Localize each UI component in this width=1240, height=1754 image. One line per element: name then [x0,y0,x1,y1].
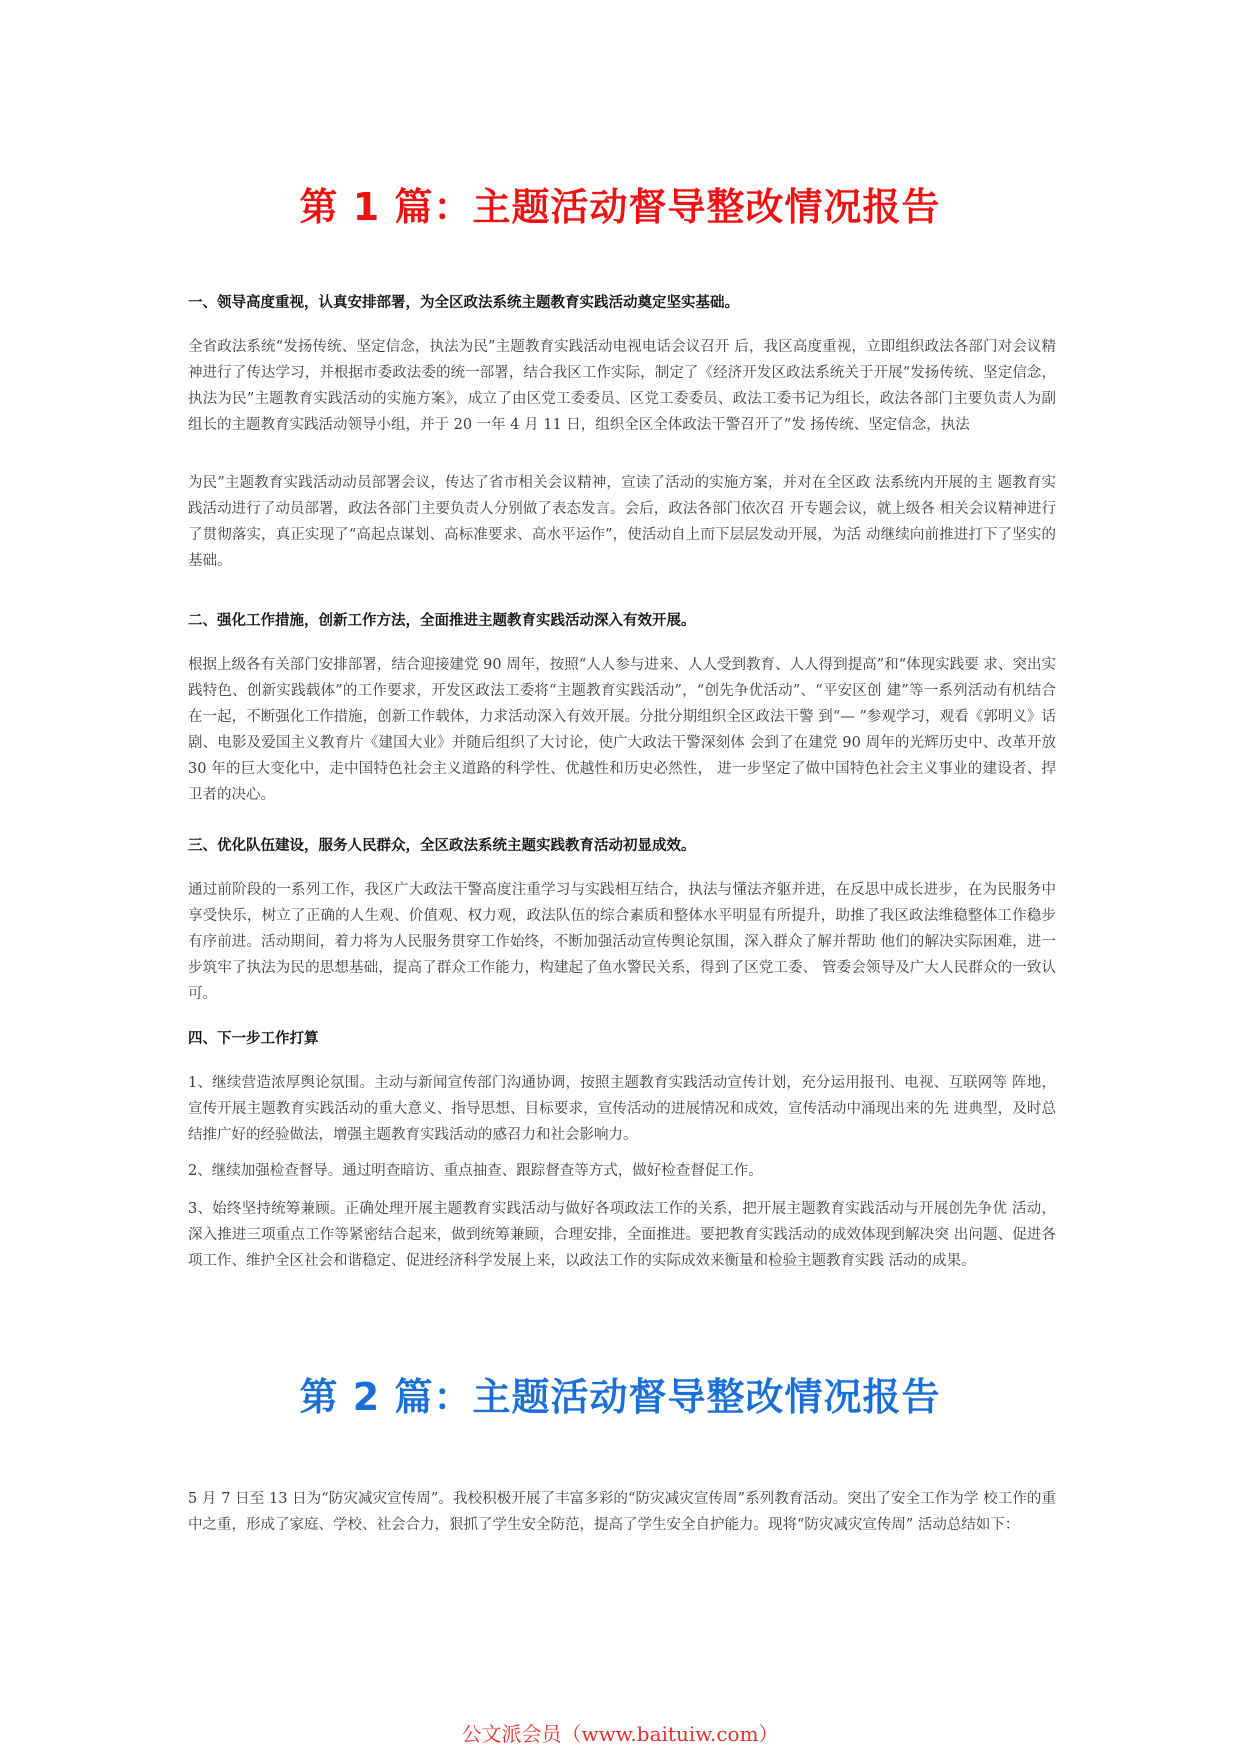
section-1 [188,292,1056,574]
plan-item-3: 3、始终坚持统筹兼顾。正确处理开展主题教育实践活动与做好各项政法工作的关系，把开展主题教育实践活动与开展创先争优 活动，深入推进三项重点工作等紧密结合起来，做到统筹兼顾，合理安排，全面推进。要把教育实践活动的成效体现到解决突 出问题、促进各项工作、维护全区社会和谐稳定、促进经济科学发展上来，以政法工作的实际成效来衡量和检验主题教育实践 活动的成果。 [188,1201,1056,1269]
footer-watermark: 公文派会员（www.baituiw.com） [461,1722,779,1746]
section-4 [188,1028,1056,1274]
section-1-heading: 一、领导高度重视，认真安排部署，为全区政法系统主题教育实践活动奠定坚实基础。 [188,295,739,311]
plan-item-1: 1、继续营造浓厚舆论氛围。主动与新闻宣传部门沟通协调，按照主题教育实践活动宣传计划，充分运用报刊、电视、互联网等 阵地，宣传开展主题教育实践活动的重大意义、指导思想、目标要求，宣传活动的进展情况和成效，宣传活动中涌现出来的先 进典型，及时总结推广好的经验做法，增强主题教育实践活动的感召力和社会影响力。 [188,1075,1056,1143]
section-1-paragraph-1: 全省政法系统“发扬传统、坚定信念，执法为民”主题教育实践活动电视电话会议召开 后，我区高度重视，立即组织政法各部门对会议精神进行了传达学习，并根据市委政法委的统一部署，结合我区工作实际，制定了《经济开发区政法系统关于开展“发扬传统、坚定信念，执法为民”主题教育实践活动的实施方案》，成立了由区党工委委员、区党工委委员、政法工委书记为组长，政法各部门主要负责人为副组长的主题教育实践活动领导小组，并于 20 一年 4 月 11 日，组织全区全体政法干警召开了“发 扬传统、坚定信念，执法 [188,339,1056,433]
section-3-heading: 三、优化队伍建设，服务人民群众，全区政法系统主题实践教育活动初显成效。 [188,838,696,854]
section-2 [188,610,1056,808]
section-4-heading: 四、下一步工作打算 [188,1031,319,1047]
section-2-paragraph: 根据上级各有关部门安排部署，结合迎接建党 90 周年，按照“人人参与进来、人人受到教育、人人得到提高”和“体现实践要 求、突出实践特色、创新实践载体”的工作要求，开发区政法工委将“主题教育实践活动”，“创先争优活动”、“平安区创 建”等一系列活动有机结合在一起，不断强化工作措施，创新工作载体，力求活动深入有效开展。分批分期组织全区政法干警 到“— ”参观学习，观看《郭明义》话剧、电影及爱国主义教育片《建国大业》并随后组织了大讨论，使广大政法干警深刻体 会到了在建党 90 周年的光辉历史中、改革开放 30 年的巨大变化中，走中国特色社会主义道路的科学性、优越性和历史必然性， 进一步坚定了做中国特色社会主义事业的建设者、捍卫者的决心。 [188,657,1056,803]
article-1-title: 第 1 篇：主题活动督导整改情况报告 [299,185,941,229]
section-2-heading: 二、强化工作措施，创新工作方法，全面推进主题教育实践活动深入有效开展。 [188,613,696,629]
plan-item-2: 2、继续加强检查督导。通过明查暗访、重点抽查、跟踪督查等方式，做好检查督促工作。 [188,1163,763,1179]
section-1-paragraph-2: 为民”主题教育实践活动动员部署会议，传达了省市相关会议精神，宣读了活动的实施方案，并对在全区政 法系统内开展的主 题教育实践活动进行了动员部署，政法各部门主要负责人分别做了表态发言。会后，政法各部门依次召 开专题会议，就上级各 相关会议精神进行了贯彻落实，真正实现了“高起点谋划、高标准要求、高水平运作”，使活动自上而下层层发动开展，为活 动继续向前推进打下了坚实的基础。 [188,475,1056,569]
section-3-paragraph: 通过前阶段的一系列工作，我区广大政法干警高度注重学习与实践相互结合，执法与懂法齐躯并进，在反思中成长进步，在为民服务中享受快乐，树立了正确的人生观、价值观、权力观，政法队伍的综合素质和整体水平明显有所提升，助推了我区政法维稳整体工作稳步有序前进。活动期间，着力将为人民服务贯穿工作始终，不断加强活动宣传舆论氛围，深入群众了解并帮助 他们的解决实际困难，进一步筑牢了执法为民的思想基础，提高了群众工作能力，构建起了鱼水警民关系，得到了区党工委、 管委会领导及广大人民群众的一致认可。 [188,882,1056,1002]
section-3 [188,835,1056,1007]
article-2-paragraph: 5 月 7 日至 13 日为“防灾减灾宣传周”。我校积极开展了丰富多彩的“防灾减灾宣传周”系列教育活动。突出了安全工作为学 校工作的重中之重，形成了家庭、学校、社会合力，狠抓了学生安全防范，提高了学生安全自护能力。现将“防灾减灾宣传周” 活动总结如下： [188,1491,1056,1533]
article-2-title: 第 2 篇：主题活动督导整改情况报告 [299,1375,941,1419]
article-2-body [188,1486,1056,1538]
